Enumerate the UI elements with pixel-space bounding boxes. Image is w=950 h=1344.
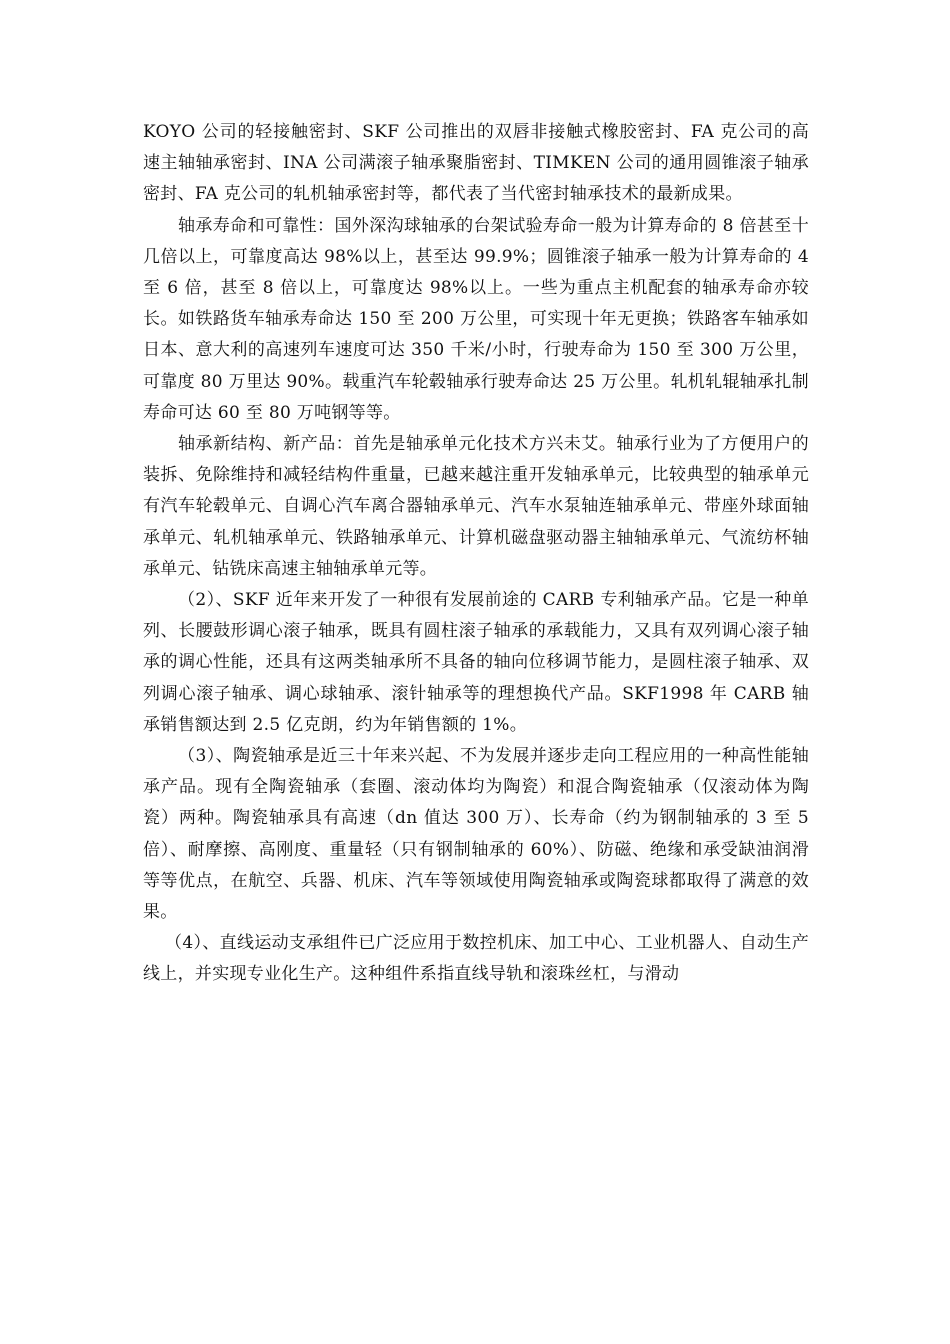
paragraph-ceramic-bearing: （3）、陶瓷轴承是近三十年来兴起、不为发展并逐步走向工程应用的一种高性能轴承产品。现有全陶瓷轴承（套圈、滚动体均为陶瓷）和混合陶瓷轴承（仅滚动体为陶瓷）两种。陶瓷轴承具有高速（dn 值达 300 万）、长寿命（约为钢制轴承的 3 至 5 倍）、耐摩擦、高刚度、重量轻（只有钢制轴承的 60%）、防磁、绝缘和承受缺油润滑等等优点，在航空、兵器、机床、汽车等领域使用陶瓷轴承或陶瓷球都取得了满意的效果。 xyxy=(143,746,809,923)
paragraph-new-structures-products: 轴承新结构、新产品：首先是轴承单元化技术方兴未艾。轴承行业为了方便用户的装拆、免除维持和减轻结构件重量，已越来越注重开发轴承单元，比较典型的轴承单元有汽车轮毂单元、自调心汽车离合器轴承单元、汽车水泵轴连轴承单元、带座外球面轴承单元、轧机轴承单元、铁路轴承单元、计算机磁盘驱动器主轴轴承单元、气流纺杯轴承单元、钻铣床高速主轴轴承单元等。 xyxy=(143,434,809,579)
paragraph-carb-bearing: （2）、SKF 近年来开发了一种很有发展前途的 CARB 专利轴承产品。它是一种单列、长腰鼓形调心滚子轴承，既具有圆柱滚子轴承的承载能力，又具有双列调心滚子轴承的调心性能，还具有这两类轴承所不具备的轴向位移调节能力，是圆柱滚子轴承、双列调心滚子轴承、调心球轴承、滚针轴承等的理想换代产品。SKF1998 年 CARB 轴承销售额达到 2.5 亿克朗，约为年销售额的 1%。 xyxy=(143,590,809,735)
paragraph-linear-motion: （4）、直线运动支承组件已广泛应用于数控机床、加工中心、工业机器人、自动生产线上，并实现专业化生产。这种组件系指直线导轨和滚珠丝杠，与滑动 xyxy=(143,933,809,985)
paragraph-bearing-life-reliability: 轴承寿命和可靠性：国外深沟球轴承的台架试验寿命一般为计算寿命的 8 倍甚至十几倍以上，可靠度高达 98%以上，甚至达 99.9%；圆锥滚子轴承一般为计算寿命的 4 至 6 倍，甚至 8 倍以上，可靠度达 98%以上。一些为重点主机配套的轴承寿命亦较长。如铁路货车轴承寿命达 150 至 200 万公里，可实现十年无更换；铁路客车轴承如日本、意大利的高速列车速度可达 350 千米/小时，行驶寿命为 150 至 300 万公里，可靠度 80 万里达 90%。载重汽车轮毂轴承行驶寿命达 25 万公里。轧机轧辊轴承扎制寿命可达 60 至 80 万吨钢等等。 xyxy=(143,215,809,423)
document-body xyxy=(143,117,809,991)
paragraph-sealing-technology: KOYO 公司的轻接触密封、SKF 公司推出的双唇非接触式橡胶密封、FA 克公司的高速主轴轴承密封、INA 公司满滚子轴承聚脂密封、TIMKEN 公司的通用圆锥滚子轴承密封、FA 克公司的轧机轴承密封等，都代表了当代密封轴承技术的最新成果。 xyxy=(143,122,809,205)
